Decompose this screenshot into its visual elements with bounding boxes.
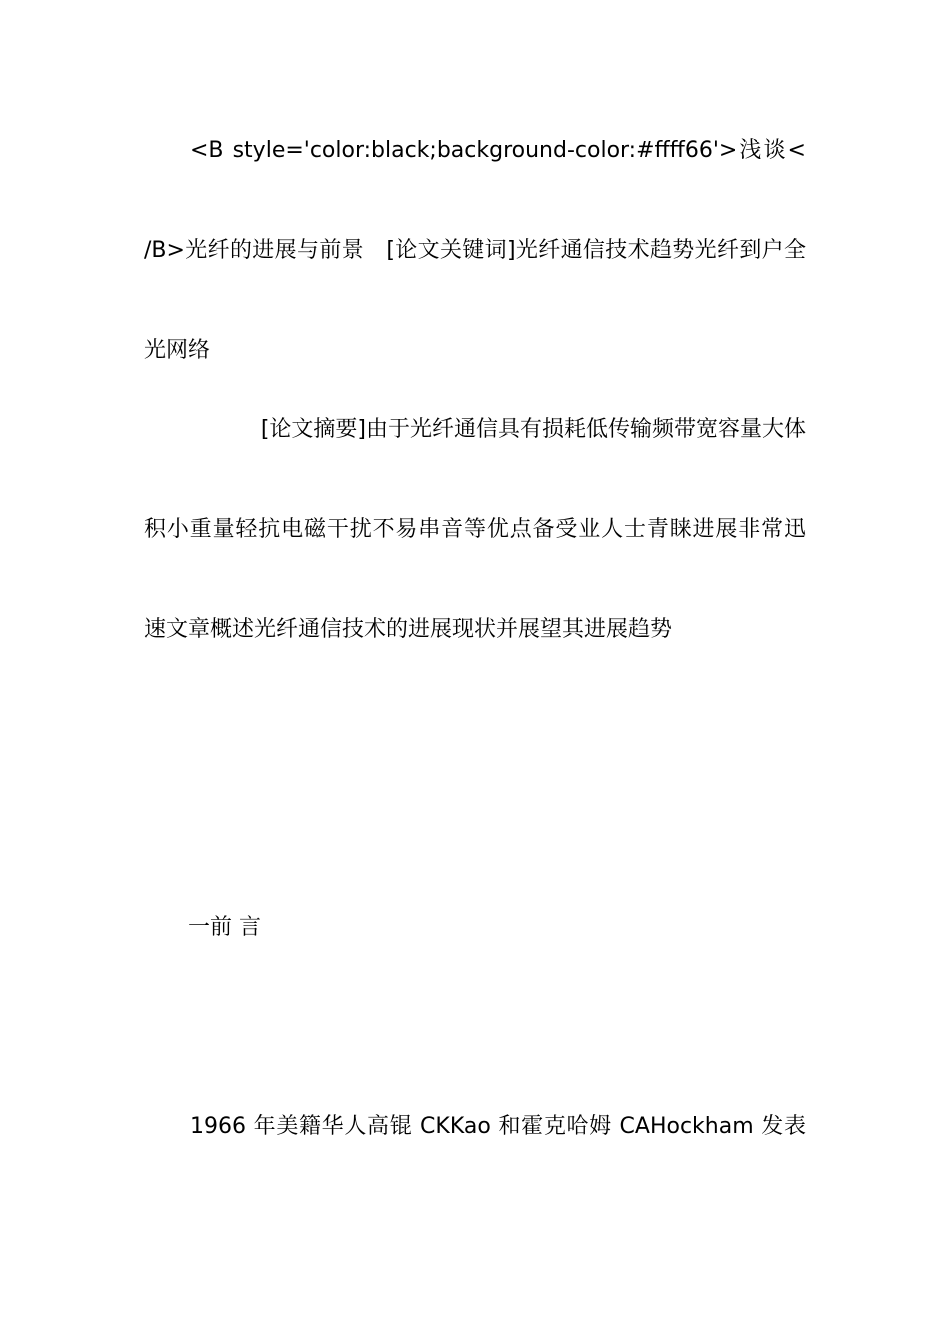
title-line-1: <B style='color:black;background-color:#ffff66'>浅谈< bbox=[190, 138, 806, 163]
title-line-2: /B>光纤的进展与前景 [论文关键词]光纤通信技术趋势光纤到户全 bbox=[144, 238, 806, 263]
abstract-line-3: 速文章概述光纤通信技术的进展现状并展望其进展趋势 bbox=[144, 617, 673, 642]
abstract-line-1: [论文摘要]由于光纤通信具有损耗低传输频带宽容量大体 bbox=[260, 417, 806, 442]
body-line-1: 1966 年美籍华人高锟 CKKao 和霍克哈姆 CAHockham 发表 bbox=[190, 1114, 806, 1139]
section-heading: 一前 言 bbox=[188, 915, 261, 940]
title-line-3: 光网络 bbox=[144, 338, 211, 363]
abstract-line-2: 积小重量轻抗电磁干扰不易串音等优点备受业人士青睐进展非常迅 bbox=[144, 517, 806, 542]
